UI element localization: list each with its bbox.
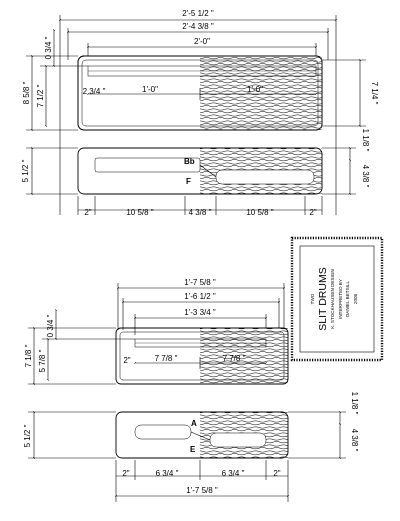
- d2-dim-inner-right: 7 7/8 ": [222, 354, 246, 363]
- d1-dim-overall: 2'-5 1/2 ": [182, 9, 214, 18]
- d1-bottom-dim-2: 10 5/8 ": [126, 208, 154, 217]
- title-line-2: SLIT DRUMS: [317, 267, 329, 331]
- d2-dim-3: 1'-3 3/4 ": [184, 308, 216, 317]
- title-line-1: TWO: [310, 293, 315, 305]
- d2-side-dim-height: 5 1/2 ": [23, 424, 32, 448]
- d1-dim-left-c: 7 1/2 ": [36, 84, 45, 108]
- d2-bottom-dim-4: 2": [273, 469, 281, 478]
- d1-side-dim-right-bottom: 4 3/8 ": [361, 164, 370, 188]
- d1-dim-left-b: 8 5/8 ": [22, 81, 31, 105]
- d2-side-dim-right-bottom: 4 3/8 ": [350, 428, 359, 452]
- d1-tongue-bottom: F: [186, 177, 191, 186]
- title-line-5: DANIEL BETSILL: [345, 280, 350, 318]
- d1-side-dim-right-top: 1 1/8 ": [361, 128, 370, 152]
- d1-tongue-top: Bb: [184, 157, 195, 166]
- d2-dim-left-offset: 2": [123, 356, 131, 365]
- title-line-3: K. STOCKHAUSEN DESIGN: [330, 269, 335, 329]
- d2-dim-2: 1'-6 1/2 ": [184, 292, 216, 301]
- d1-dim-inner-left: 1'-0": [142, 85, 158, 94]
- d1-dim-3: 2'-0": [194, 37, 210, 46]
- d1-dim-left-offset: 2 3/4 ": [82, 87, 106, 96]
- d1-dim-left-a: 0 3/4 ": [44, 36, 53, 60]
- d2-dim-overall: 1'-7 5/8 ": [184, 278, 216, 287]
- d1-bottom-dim-1: 2": [84, 208, 92, 217]
- d1-dim-right: 7 1/4 ": [370, 81, 379, 105]
- d1-bottom-dim-5: 2": [309, 208, 317, 217]
- d2-dim-left-c: 5 7/8 ": [38, 349, 47, 373]
- d1-side-dim-height: 5 1/2 ": [21, 159, 30, 183]
- d2-dim-left-b: 7 1/8 ": [24, 344, 33, 368]
- d2-tongue-top: A: [191, 419, 197, 428]
- title-line-4: INTERPRETED BY: [338, 279, 343, 319]
- title-line-6: 2008: [353, 293, 358, 305]
- d1-bottom-dim-4: 10 5/8 ": [246, 208, 274, 217]
- drum-2-top-view: [28, 283, 288, 384]
- d2-dim-left-a: 0 3/4 ": [46, 314, 55, 338]
- d1-dim-inner-right: 1'-0": [247, 85, 263, 94]
- d2-bottom-dim-2: 6 3/4 ": [155, 469, 179, 478]
- d1-bottom-dim-3: 4 3/8 ": [188, 208, 212, 217]
- d2-bottom-dim-3: 6 3/4 ": [221, 469, 245, 478]
- d2-side-dim-right-top: 1 1/8 ": [350, 391, 359, 415]
- d2-dim-overall-bottom: 1'-7 5/8 ": [186, 486, 218, 495]
- d2-dim-inner-left: 7 7/8 ": [154, 354, 178, 363]
- d2-tongue-bottom: E: [190, 445, 196, 454]
- d1-dim-2: 2'-4 3/8 ": [182, 22, 214, 31]
- d2-bottom-dim-1: 2": [122, 469, 130, 478]
- title-block: [292, 238, 382, 360]
